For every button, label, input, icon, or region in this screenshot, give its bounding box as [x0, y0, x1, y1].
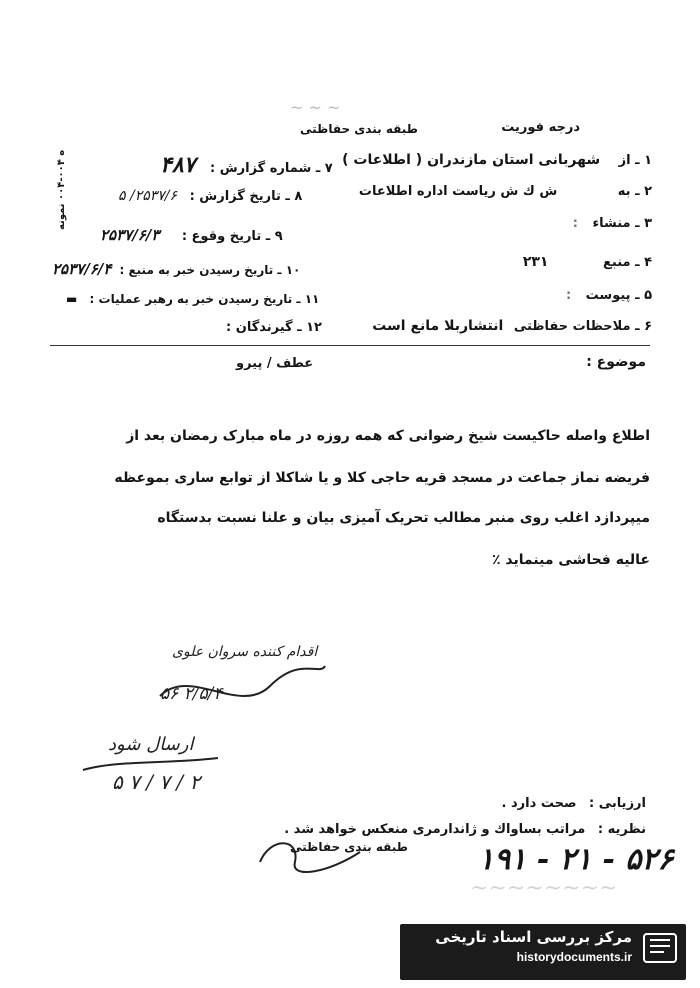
field-origin-dots: : [572, 216, 578, 231]
field-report-date [118, 188, 302, 204]
field-attachment-label: ۵ ـ پیوست [585, 288, 652, 303]
reference-label: عطف / پیرو [236, 356, 314, 371]
handwritten-action-note: اقدام کننده سروان علوی [172, 644, 318, 660]
field-to-label: ۲ ـ به [617, 184, 652, 199]
handwritten-send-note: ارسال شود [108, 734, 194, 755]
assessment-value: صحت دارد . [501, 796, 577, 811]
body-line-1: اطلاع واصله حاکیست شیخ رضوانی که همه روزه در ماه مبارک رمضان بعد از [126, 428, 650, 444]
header-divider [50, 345, 650, 346]
urgency-label: درجه فوریت [501, 120, 580, 135]
field-source-label: ۴ ـ منبع [603, 255, 652, 270]
field-to-value: ش ك ش ریاست اداره اطلاعات [358, 184, 558, 199]
doc-serial-vertical: ه ۰۰۴-۰۰۴ نمونه [56, 149, 67, 230]
field-security-notes-label: ۶ ـ ملاحظات حفاظتی [513, 319, 652, 334]
body-line-2: فریضه نماز جماعت در مسجد قریه حاجی کلا و یا شاکلا از توابع ساری بموعظه [114, 470, 650, 486]
watermark-title: مرکز بررسی اسناد تاریخی [435, 928, 632, 946]
bleed-through-marks: ~~~~~~~~ [470, 876, 618, 901]
body-line-3: میپردازد اغلب روی منبر مطالب تحریک آمیزی بیان و علنا نسبت بدستگاه [157, 510, 650, 526]
footer-classification: طبقه بندی حفاظتی [290, 840, 408, 854]
field-source [523, 254, 652, 270]
classification-label: طبقه بندی حفاظتی [300, 122, 418, 136]
field-report-number-label: ۷ ـ شماره گزارش : [209, 161, 333, 176]
field-report-date-label: ۸ ـ تاریخ گزارش : [189, 189, 303, 204]
subject-label: موضوع : [586, 354, 646, 370]
field-occurrence-date-value: ۲۵۳۷/۶/۳ [100, 226, 160, 244]
field-origin [573, 216, 652, 231]
handwritten-date-note: ۵ ۷ / ۷ / ۲ [112, 770, 201, 794]
watermark-logo [400, 924, 686, 980]
field-source-value: ۲۳۱ [522, 254, 549, 270]
opinion-value: مراتب بساواك و ژاندارمری منعکس خواهد شد . [284, 822, 586, 837]
field-recipients-label: ۱۲ ـ گیرندگان : [226, 320, 322, 335]
field-attachment-dots: : [565, 288, 572, 303]
field-occurrence-date-label: ۹ ـ تاریخ وقوع : [181, 229, 283, 244]
opinion-label: نظریه : [597, 822, 646, 837]
field-from-label: ۱ ـ از [618, 153, 652, 168]
watermark-url: historydocuments.ir [516, 950, 632, 964]
field-to [359, 184, 652, 199]
field-origin-label: ۳ ـ منشاء [592, 216, 652, 231]
assessment-label: ارزیابی : [589, 796, 646, 811]
field-recipients [226, 320, 322, 335]
top-scribble: ~ ~ ~ [290, 98, 341, 117]
archive-book-icon [640, 928, 680, 968]
body-line-4: عالیه فحاشی مینماید ٪ [492, 552, 650, 568]
field-source-received-date [52, 260, 300, 278]
field-source-received-date-label: ۱۰ ـ تاریخ رسیدن خبر به منبع : [119, 263, 301, 277]
field-attachment [566, 288, 652, 303]
field-security-notes-value: انتشاربلا مانع است [372, 318, 504, 334]
field-security-notes [372, 318, 652, 334]
field-occurrence-date [100, 226, 283, 244]
handwritten-code-note: ۵۶ ۲/۵/۴ [160, 684, 223, 704]
field-source-received-date-value: ۲۵۳۷/۶/۴ [52, 260, 112, 278]
field-ops-received-date-mark: ▬ [66, 292, 78, 306]
assessment [502, 796, 646, 811]
field-report-date-value: ۲۵۳۷/۶/ ۵ [118, 188, 178, 204]
archive-number: ۱۹۱ - ۲۱ - ۵۲۶ [478, 842, 674, 877]
field-report-number-value: ۴۸۷ [160, 152, 196, 178]
field-from-value: شهربانی استان مازندران ( اطلاعات ) [342, 152, 601, 168]
field-ops-received-date-label: ۱۱ ـ تاریخ رسیدن خبر به رهبر عملیات : [89, 292, 320, 306]
field-report-number [160, 152, 333, 178]
field-ops-received-date [66, 292, 319, 306]
field-from [342, 152, 652, 168]
